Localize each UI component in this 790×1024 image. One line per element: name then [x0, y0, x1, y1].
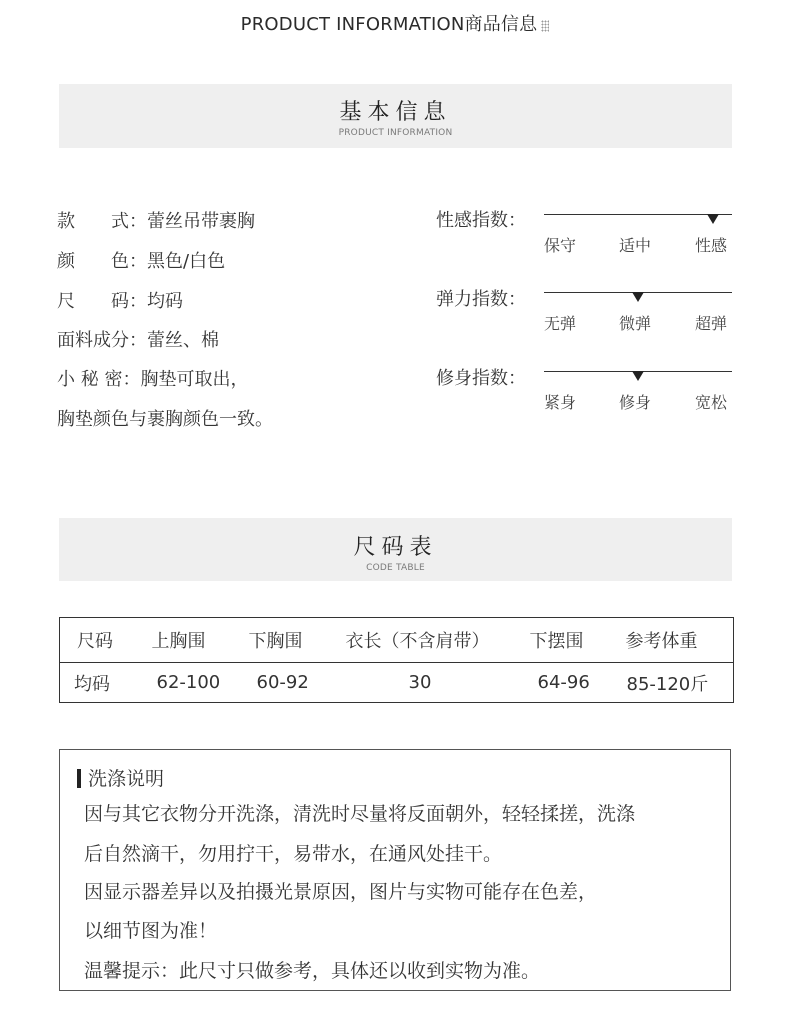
index-tick: 修身: [619, 393, 652, 412]
index-label-sexy: 性感指数：: [436, 210, 526, 231]
info-value: 蕾丝、棉: [147, 330, 219, 351]
care-tip: 温馨提示：此尺寸只做参考，具体还以收到实物为准。: [84, 960, 541, 982]
index-tick: 性感: [695, 236, 728, 255]
info-value: 黑色/白色: [147, 251, 226, 272]
index-marker-elastic: [632, 292, 644, 302]
title-bar-decoration: [77, 769, 81, 788]
size-table-banner: [59, 518, 732, 581]
table-cell: 均码: [60, 663, 136, 703]
index-tick: 保守: [544, 236, 577, 255]
index-scale-line: [544, 214, 732, 215]
size-table-subtitle: CODE TABLE: [366, 563, 425, 573]
care-line: 以细节图为准！: [84, 920, 218, 942]
care-line: 后自然滴干，勿用拧干，易带水，在通风处挂干。: [84, 843, 503, 865]
size-table: [59, 617, 734, 703]
index-label-elastic: 弹力指数：: [436, 289, 526, 310]
index-tick: 微弹: [619, 314, 652, 333]
index-label-fit: 修身指数：: [436, 368, 526, 389]
index-tick: 紧身: [544, 393, 577, 412]
info-label: 小 秘 密：: [57, 369, 141, 390]
table-header-cell: 尺码: [77, 631, 113, 652]
index-tick: 无弹: [544, 314, 577, 333]
info-row-size: [57, 287, 183, 313]
table-header-cell: 下摆围: [529, 631, 584, 652]
table-header-cell: 下胸围: [248, 631, 303, 652]
table-cell: 30: [328, 663, 513, 703]
index-marker-sexy: [707, 214, 719, 224]
basic-info-subtitle: PRODUCT INFORMATION: [338, 128, 453, 138]
info-row-fabric: [57, 326, 219, 352]
basic-info-banner: [59, 84, 732, 148]
basic-info-title: 基本信息: [339, 100, 452, 125]
index-tick: 超弹: [695, 314, 728, 333]
table-cell: 85-120斤: [609, 663, 734, 703]
info-row-style: [57, 207, 255, 233]
page-title: PRODUCT INFORMATION商品信息: [240, 14, 538, 35]
page-header: [0, 10, 790, 36]
table-header-cell: 上胸围: [151, 631, 206, 652]
info-value: 均码: [147, 291, 183, 312]
dots-decoration: [541, 20, 549, 32]
info-label: 款 式：: [57, 211, 147, 232]
index-tick: 宽松: [695, 393, 728, 412]
table-row: [60, 663, 734, 703]
table-header-row: [60, 618, 734, 663]
care-line: 因与其它衣物分开洗涤，清洗时尽量将反面朝外，轻轻揉搓，洗涤: [84, 803, 636, 825]
info-note: 胸垫颜色与裹胸颜色一致。: [57, 409, 273, 430]
care-title: 洗涤说明: [88, 768, 165, 790]
info-row-color: [57, 247, 225, 273]
table-cell: 62-100: [136, 663, 232, 703]
table-cell: 64-96: [513, 663, 609, 703]
info-label: 颜 色：: [57, 251, 147, 272]
info-row-secret: [57, 365, 248, 391]
info-label: 面料成分：: [57, 330, 147, 351]
index-tick: 适中: [619, 236, 652, 255]
care-line: 因显示器差异以及拍摄光景原因，图片与实物可能存在色差，: [84, 881, 598, 903]
info-label: 尺 码：: [57, 291, 147, 312]
index-marker-fit: [632, 371, 644, 381]
info-value: 胸垫可取出，: [140, 369, 249, 390]
info-value: 蕾丝吊带裹胸: [147, 211, 255, 232]
table-header-cell: 参考体重: [625, 631, 698, 652]
table-cell: 60-92: [232, 663, 328, 703]
size-table-title: 尺码表: [353, 535, 438, 560]
table-header-cell: 衣长（不含肩带）: [345, 631, 490, 652]
care-title-row: [77, 764, 164, 791]
